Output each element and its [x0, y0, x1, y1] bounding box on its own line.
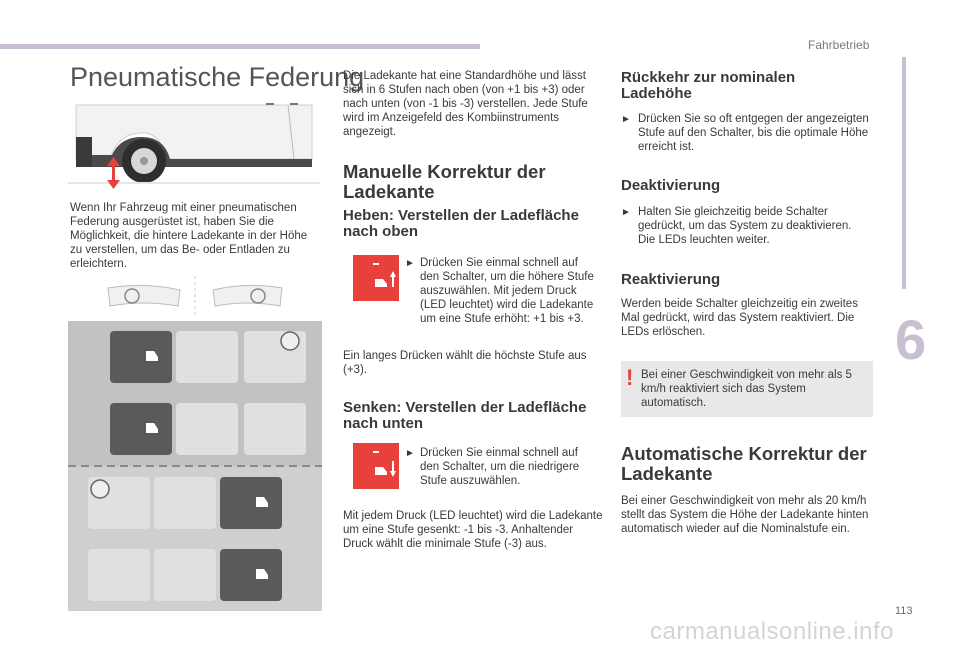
intro-paragraph: Wenn Ihr Fahrzeug mit einer pneumatischen Federung ausgerüstet ist, haben Sie die Möglichkeit, die hintere Ladekante in der Höhe zu verstellen, um das Be- oder Entladen zu erleichtern. [70, 202, 308, 270]
header-bar [0, 44, 480, 49]
manual-heading: Manuelle Korrektur der Ladekante [343, 161, 546, 202]
raise-heading: Heben: Verstellen der Ladefläche nach oben [343, 207, 579, 240]
bullet-icon: ► [621, 207, 631, 218]
lead-paragraph: Die Ladekante hat eine Standardhöhe und lässt sich in 6 Stufen nach oben (von +1 bis +3) oder nach unten (von -1 bis -3) verstellen. Jede Stufe wird im Anzeigefeld des Kombiinstruments angezeigt. [343, 70, 588, 138]
deactivate-heading: Deaktivierung [621, 177, 721, 194]
page-title: Pneumatische Federung [70, 62, 365, 92]
bullet-icon: ► [405, 258, 415, 269]
reactivate-heading: Reaktivierung [621, 271, 721, 288]
warning-icon: ! [626, 365, 634, 390]
chapter-bar [902, 57, 906, 289]
section-label: Fahrbetrieb [808, 38, 870, 52]
raise-bullet: Drücken Sie einmal schnell auf den Schalter, um die höhere Stufe auszuwählen. Mit jedem Druck (LED leuchtet) wird die Ladekante um eine Stufe erhöht: +1 bis +3. [420, 257, 594, 325]
lower-note: Mit jedem Druck (LED leuchtet) wird die Ladekante um eine Stufe gesenkt: -1 bis -3. Anhaltender Druck wählt die minimale Stufe (-3) aus. [343, 510, 603, 550]
auto-heading: Automatische Korrektur der Ladekante [621, 443, 867, 484]
lower-bullet: Drücken Sie einmal schnell auf den Schalter, um die niedrigere Stufe auszuwählen. [420, 447, 580, 487]
bullet-icon: ► [405, 448, 415, 459]
page-number: 113 [895, 605, 913, 617]
van-lower-icon [353, 443, 399, 489]
bullet-icon: ► [621, 114, 631, 125]
watermark: carmanualsonline.info [650, 618, 894, 645]
warning-text: Bei einer Geschwindigkeit von mehr als 5 km/h reaktiviert sich das System automatisch. [641, 369, 852, 409]
return-heading: Rückkehr zur nominalen Ladehöhe [621, 69, 796, 102]
deactivate-bullet: Halten Sie gleichzeitig beide Schalter gedrückt, um das System zu deaktivieren. Die LEDs leuchten weiter. [638, 206, 852, 246]
return-bullet: Drücken Sie so oft entgegen der angezeigten Stufe auf den Schalter, bis die optimale Höhe erreicht ist. [638, 113, 869, 153]
lower-heading: Senken: Verstellen der Ladefläche nach unten [343, 399, 587, 432]
dashboard-illustration [68, 276, 322, 316]
switch-panel-illustration [68, 321, 322, 611]
van-illustration [68, 97, 320, 192]
reactivate-text: Werden beide Schalter gleichzeitig ein zweites Mal gedrückt, wird das System reaktiviert. Die LEDs erlöschen. [621, 298, 858, 338]
auto-text: Bei einer Geschwindigkeit von mehr als 20 km/h stellt das System die Höhe der Ladekante hinten automatisch wieder auf die Nominalstufe ein. [621, 495, 869, 535]
chapter-number: 6 [895, 308, 927, 371]
van-raise-icon [353, 255, 399, 301]
raise-note: Ein langes Drücken wählt die höchste Stufe aus (+3). [343, 350, 587, 376]
